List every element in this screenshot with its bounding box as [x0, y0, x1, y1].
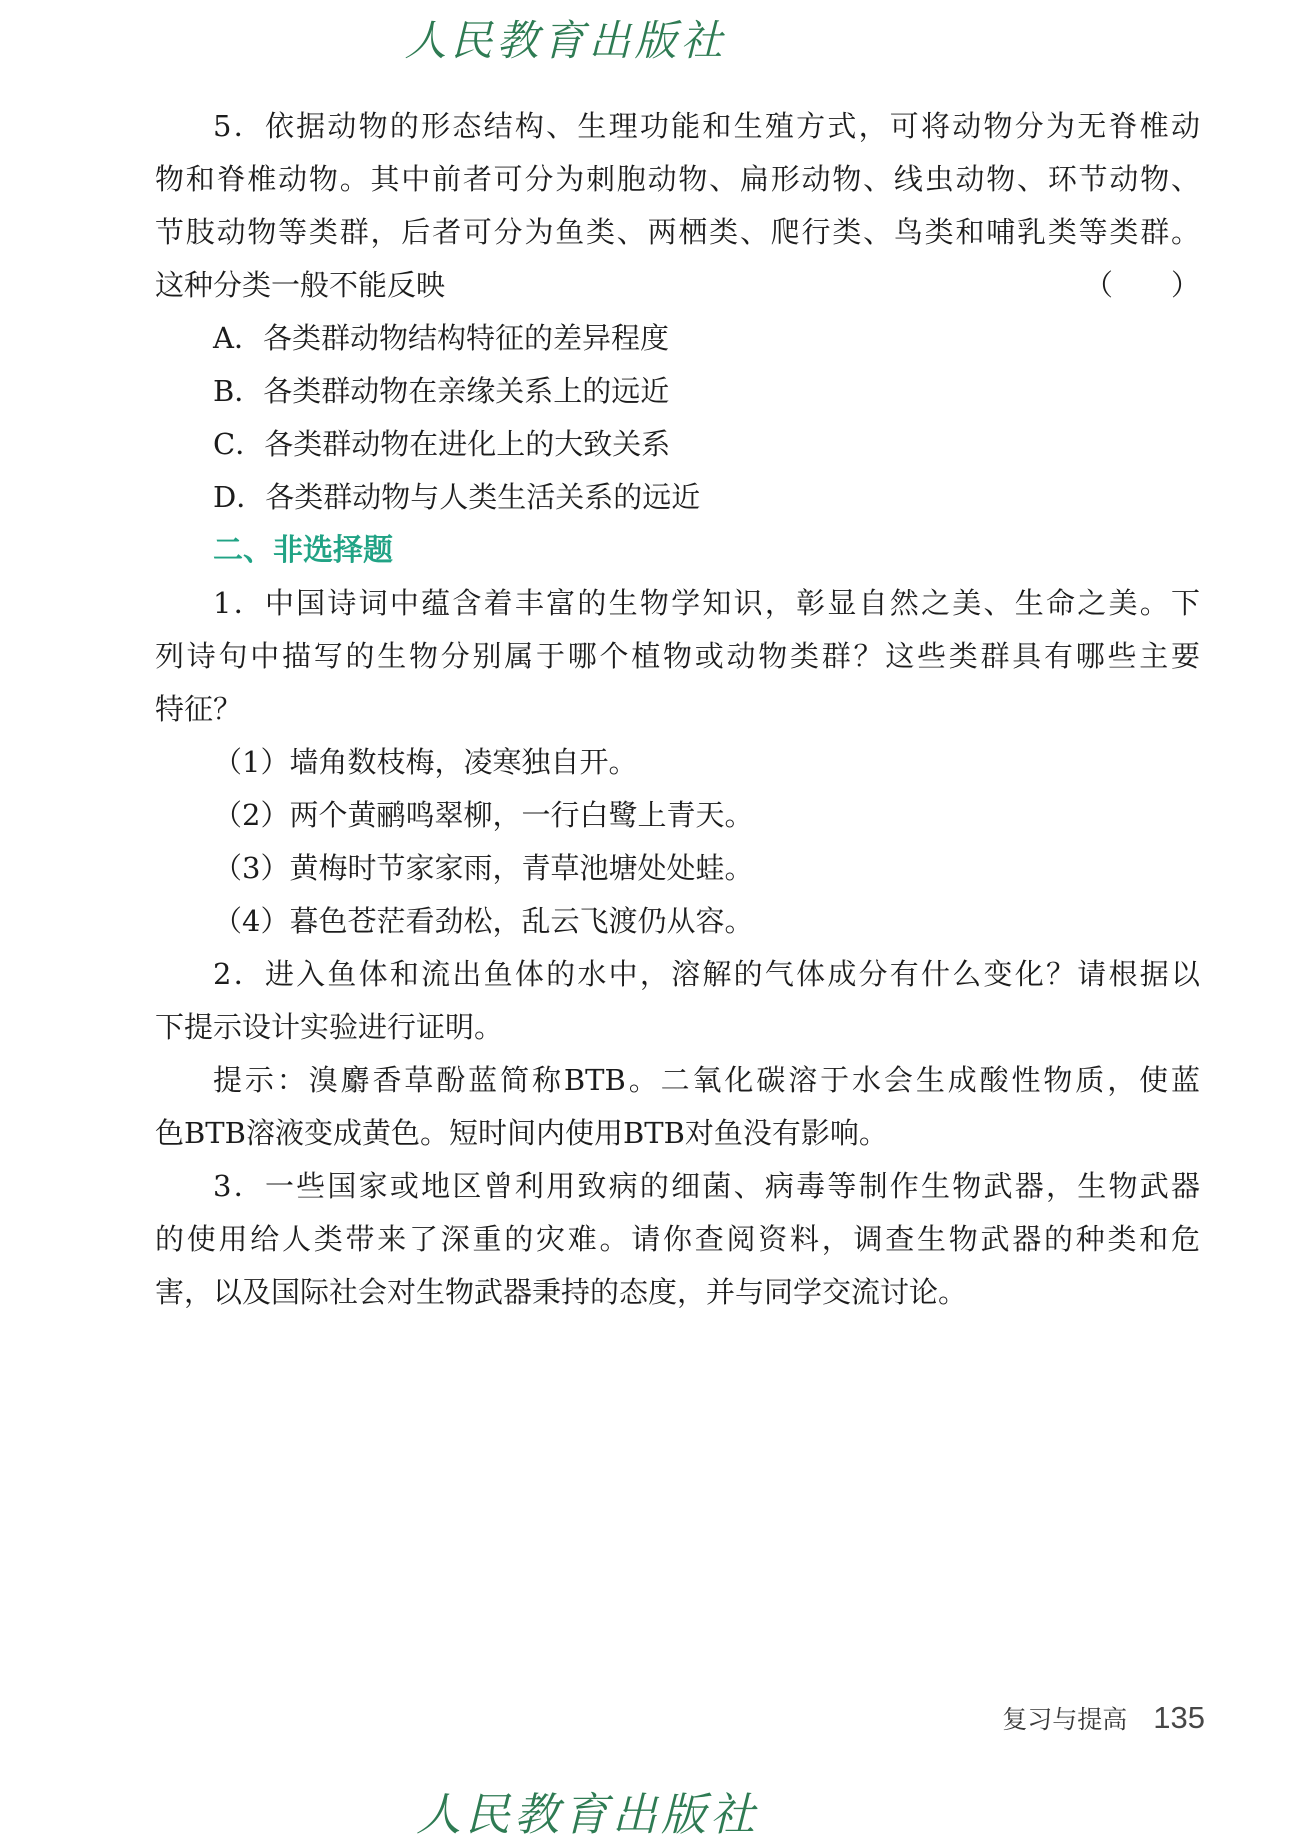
q5-stem-line-2: 物和脊椎动物。其中前者可分为刺胞动物、扁形动物、线虫动物、环节动物、 [155, 162, 1200, 196]
answer-bracket: （ ） [1083, 268, 1200, 302]
q1-stem-line-2: 列诗句中描写的生物分别属于哪个植物或动物类群？这些类群具有哪些主要 [155, 639, 1200, 673]
q2-hint-line-2: 色BTB溶液变成黄色。短时间内使用BTB对鱼没有影响。 [155, 1116, 888, 1150]
q3-stem-line-2: 的使用给人类带来了深重的灾难。请你查阅资料，调查生物武器的种类和危 [155, 1222, 1200, 1256]
page-content [155, 100, 1200, 1319]
q5-stem-text: 这种分类一般不能反映 [155, 268, 446, 302]
q5-option-c: C．各类群动物在进化上的大致关系 [213, 427, 671, 461]
footer-section-label: 复习与提高 [1002, 1705, 1128, 1734]
q5-option-d: D．各类群动物与人类生活关系的远近 [213, 480, 701, 514]
q1-poem-item-1: （1）墙角数枝梅，凌寒独自开。 [213, 745, 638, 779]
publisher-logo-bottom: 人民教育出版社 [415, 1788, 759, 1841]
q3-stem-line-3: 害，以及国际社会对生物武器秉持的态度，并与同学交流讨论。 [155, 1275, 968, 1309]
q5-stem-line-1: 5．依据动物的形态结构、生理功能和生殖方式，可将动物分为无脊椎动 [213, 109, 1200, 143]
q5-option-a: A．各类群动物结构特征的差异程度 [213, 321, 669, 355]
q5-stem-line-4 [155, 259, 1200, 312]
q2-stem-line-2: 下提示设计实验进行证明。 [155, 1010, 504, 1044]
q2-hint-line-1: 提示：溴麝香草酚蓝简称BTB。二氧化碳溶于水会生成酸性物质，使蓝 [213, 1063, 1200, 1097]
q2-stem-line-1: 2．进入鱼体和流出鱼体的水中，溶解的气体成分有什么变化？请根据以 [213, 957, 1200, 991]
page-footer [1002, 1700, 1205, 1736]
q1-poem-item-3: （3）黄梅时节家家雨，青草池塘处处蛙。 [213, 851, 754, 885]
q1-stem-line-1: 1．中国诗词中蕴含着丰富的生物学知识，彰显自然之美、生命之美。下 [213, 586, 1200, 620]
q1-poem-item-2: （2）两个黄鹂鸣翠柳，一行白鹭上青天。 [213, 798, 754, 832]
section-heading-non-choice: 二、非选择题 [213, 534, 393, 567]
q3-stem-line-1: 3．一些国家或地区曾利用致病的细菌、病毒等制作生物武器，生物武器 [213, 1169, 1200, 1203]
q5-stem-line-3: 节肢动物等类群，后者可分为鱼类、两栖类、爬行类、鸟类和哺乳类等类群。 [155, 215, 1200, 249]
publisher-logo-top: 人民教育出版社 [404, 16, 727, 65]
page-number: 135 [1153, 1700, 1205, 1735]
q1-poem-item-4: （4）暮色苍茫看劲松，乱云飞渡仍从容。 [213, 904, 754, 938]
q1-stem-line-3: 特征？ [155, 692, 243, 726]
q5-option-b: B．各类群动物在亲缘关系上的远近 [213, 374, 670, 408]
